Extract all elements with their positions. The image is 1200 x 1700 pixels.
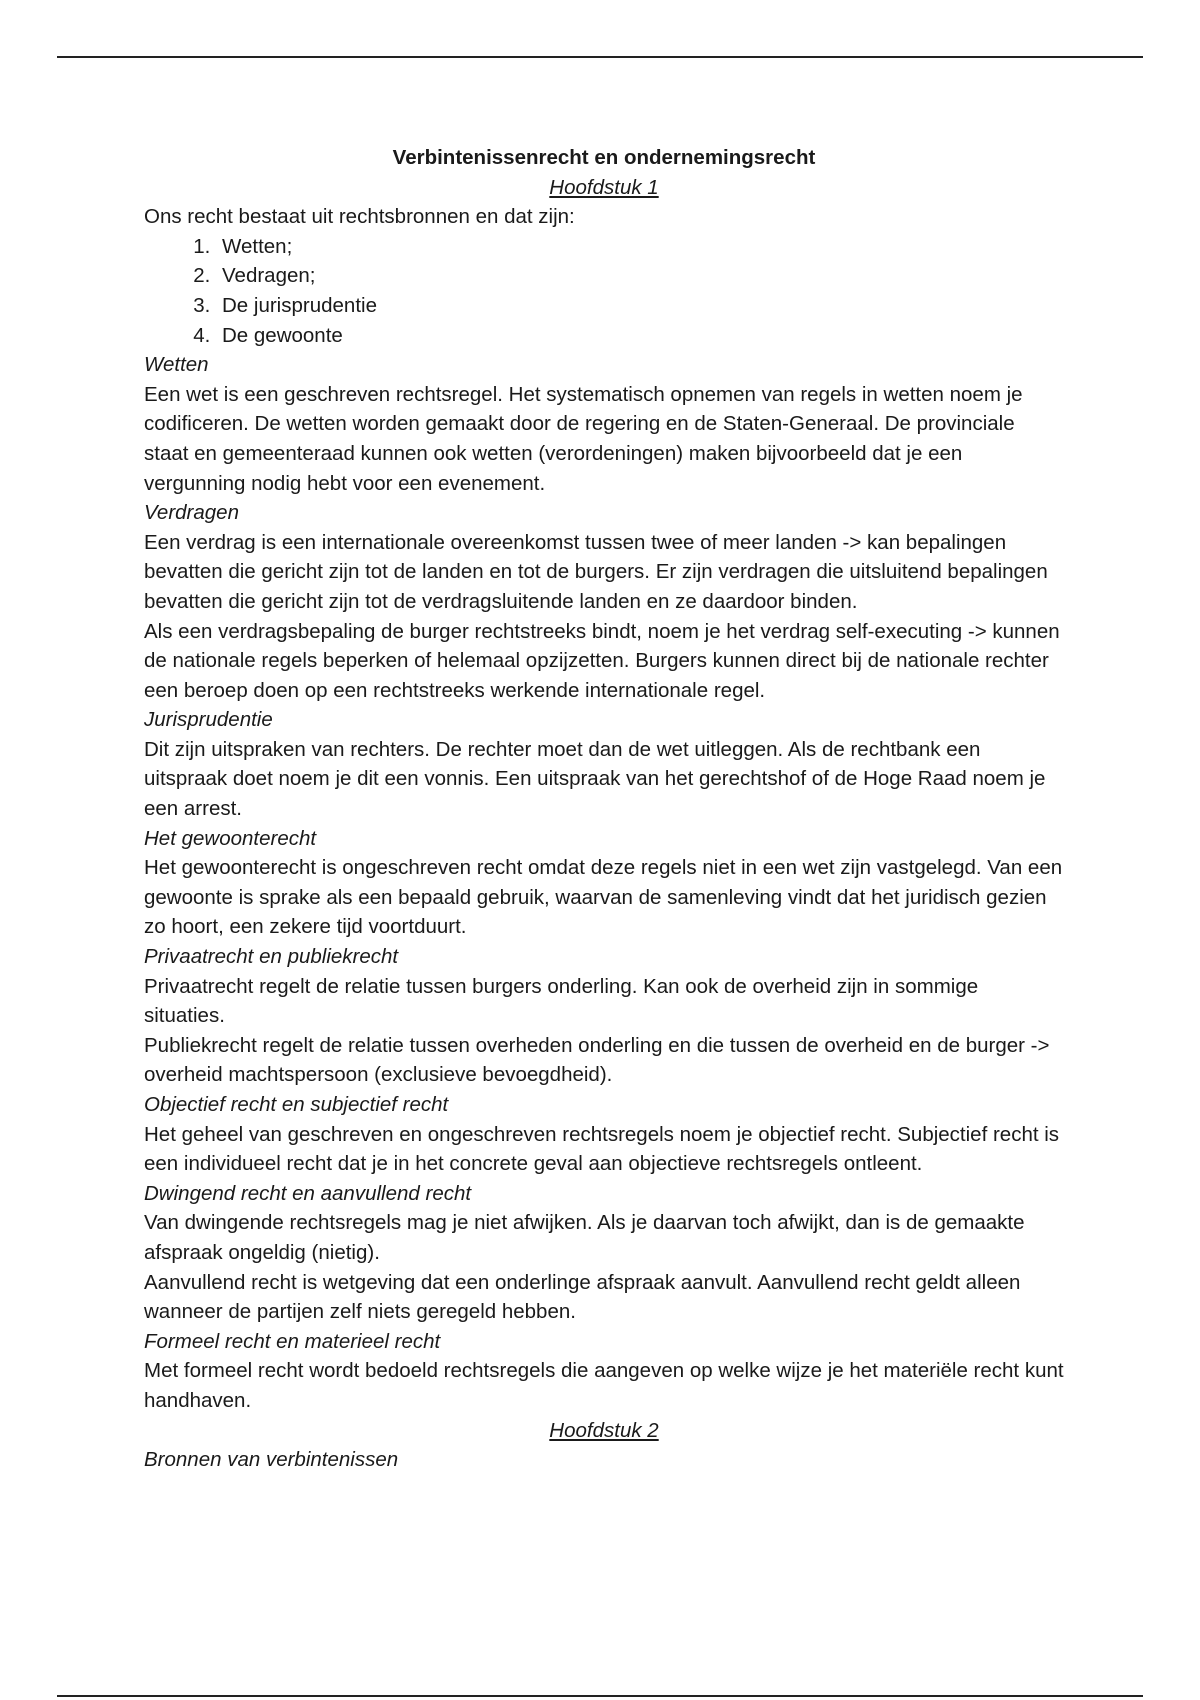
footer-rule: [57, 1695, 1143, 1697]
paragraph-dwingend: Van dwingende rechtsregels mag je niet afwijken. Als je daarvan toch afwijkt, dan is de gemaakte afspraak ongeldig (nietig).: [144, 1211, 1025, 1264]
section-heading-formeel: Formeel recht en materieel recht: [144, 1329, 441, 1353]
section-heading-jurisprudentie: Jurisprudentie: [144, 708, 273, 732]
section-heading-bronnen: Bronnen van verbintenissen: [144, 1448, 399, 1472]
sources-list: [144, 232, 1064, 350]
section-heading-privaatrecht: Privaatrecht en publiekrecht: [144, 945, 399, 969]
chapter-1-heading: Hoofdstuk 1: [549, 175, 659, 199]
section-heading-gewoonterecht: Het gewoonterecht: [144, 826, 317, 850]
paragraph-formeel: Met formeel recht wordt bedoeld rechtsregels die aangeven op welke wijze je het materiële recht kunt handhaven.: [144, 1359, 1064, 1412]
list-item: 4. De gewoonte: [216, 321, 1064, 351]
intro-text: Ons recht bestaat uit rechtsbronnen en dat zijn:: [144, 205, 575, 229]
list-item: 1. Wetten;: [216, 232, 1064, 262]
section-heading-dwingend: Dwingend recht en aanvullend recht: [144, 1181, 472, 1205]
paragraph-verdragen-2: Als een verdragsbepaling de burger rechtstreeks bindt, noem je het verdrag self-executing -> kunnen de nationale regels beperken of helemaal opzijzetten. Burgers kunnen direct bij de nationale rechter een beroep doen op een rechtstreeks werkende internationale regel.: [144, 619, 1060, 702]
document-title: Verbintenissenrecht en ondernemingsrecht: [392, 146, 816, 169]
document-page: [144, 143, 1064, 1475]
paragraph-gewoonterecht: Het gewoonterecht is ongeschreven recht omdat deze regels niet in een wet zijn vastgelegd. Van een gewoonte is sprake als een bepaald gebruik, waarvan de samenleving vindt dat het juridisch gezien zo hoort, een zekere tijd voortduurt.: [144, 856, 1063, 939]
header-rule: [57, 56, 1143, 58]
chapter-2-heading: Hoofdstuk 2: [549, 1418, 659, 1442]
paragraph-aanvullend: Aanvullend recht is wetgeving dat een onderlinge afspraak aanvult. Aanvullend recht geldt alleen wanneer de partijen zelf niets geregeld hebben.: [144, 1270, 1021, 1324]
paragraph-wetten: Een wet is een geschreven rechtsregel. Het systematisch opnemen van regels in wetten noem je codificeren. De wetten worden gemaakt door de regering en de Staten-Generaal. De provinciale staat en gemeenteraad kunnen ook wetten (verordeningen) maken bijvoorbeeld dat je een vergunning nodig hebt voor een evenement.: [144, 382, 1023, 495]
paragraph-privaatrecht: Privaatrecht regelt de relatie tussen burgers onderling. Kan ook de overheid zijn in sommige situaties.: [144, 974, 979, 1028]
paragraph-verdragen-1: Een verdrag is een internationale overeenkomst tussen twee of meer landen -> kan bepalingen bevatten die gericht zijn tot de landen en tot de burgers. Er zijn verdragen die uitsluitend bepalingen bevatten die gericht zijn tot de verdragsluitende landen en ze daardoor binden.: [144, 530, 1048, 613]
section-heading-verdragen: Verdragen: [144, 501, 239, 525]
paragraph-objectief: Het geheel van geschreven en ongeschreven rechtsregels noem je objectief recht. Subjectief recht is een individueel recht dat je in het concrete geval aan objectieve rechtsregels ontleent.: [144, 1122, 1060, 1176]
section-heading-objectief: Objectief recht en subjectief recht: [144, 1093, 449, 1116]
paragraph-jurisprudentie: Dit zijn uitspraken van rechters. De rechter moet dan de wet uitleggen. Als de rechtbank een uitspraak doet noem je dit een vonnis. Een uitspraak van het gerechtshof of de Hoge Raad noem je een arrest.: [144, 737, 1046, 821]
list-item: 2. Vedragen;: [216, 261, 1064, 291]
list-item: 3. De jurisprudentie: [216, 291, 1064, 321]
section-heading-wetten: Wetten: [144, 353, 209, 377]
paragraph-publiekrecht: Publiekrecht regelt de relatie tussen overheden onderling en die tussen de overheid en de burger -> overheid machtspersoon (exclusieve bevoegdheid).: [144, 1033, 1050, 1087]
